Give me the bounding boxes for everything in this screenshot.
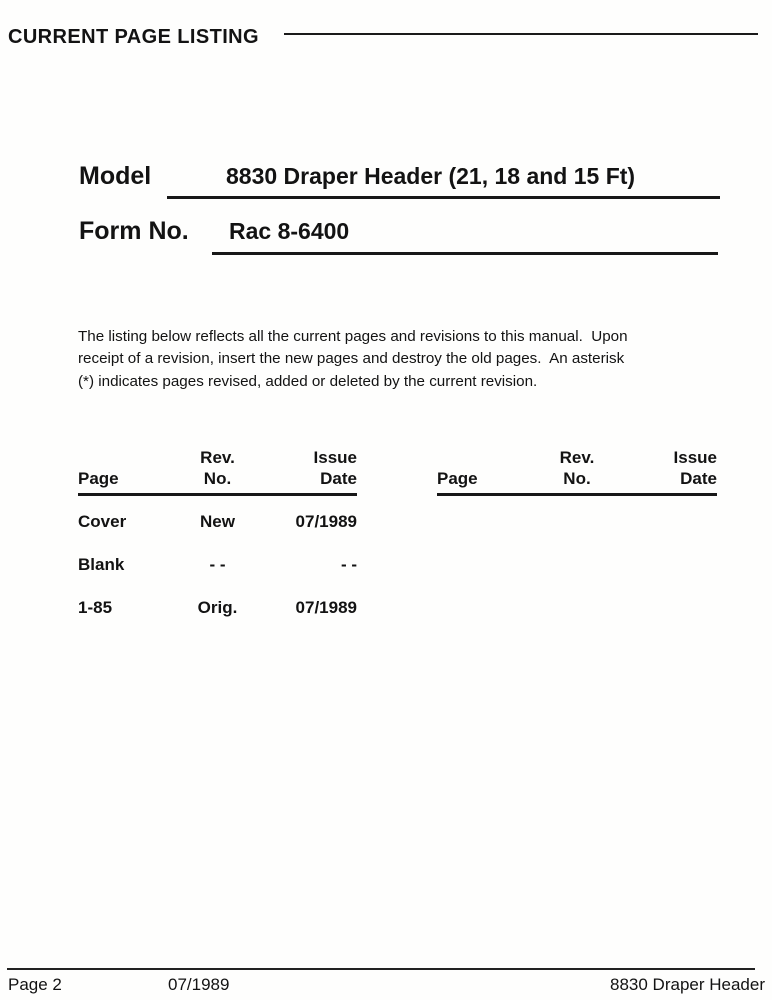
intro-line-3: (*) indicates pages revised, added or deleted by the current revision. <box>78 372 538 390</box>
footer-rule <box>7 968 755 970</box>
form-number-underline <box>212 252 718 255</box>
cell-page: 1-85 <box>78 597 113 617</box>
cell-issue-date: - - <box>340 554 357 574</box>
cell-page: Blank <box>78 554 125 574</box>
cell-rev-no: New <box>200 511 235 531</box>
table-row <box>78 556 357 574</box>
col-header-issue-date: Date <box>320 469 357 488</box>
footer-date: 07/1989 <box>168 975 230 994</box>
col-header-issue-date: Date <box>680 469 717 488</box>
cell-page: Cover <box>78 511 127 531</box>
table-header-rule <box>78 493 357 496</box>
form-number-value: Rac 8-6400 <box>229 218 350 244</box>
intro-line-1: The listing below reflects all the current pages and revisions to this manual. Upon <box>78 328 628 345</box>
page-title: CURRENT PAGE LISTING <box>8 26 259 48</box>
col-header-rev-no: No. <box>203 469 232 488</box>
model-label: Model <box>79 162 152 190</box>
table-row <box>78 513 357 531</box>
intro-paragraph <box>78 326 628 393</box>
table-header <box>78 447 357 489</box>
cell-rev-no: Orig. <box>197 597 238 617</box>
col-header-issue: Issue <box>313 448 357 467</box>
page-listing-table-right <box>437 447 717 496</box>
model-value: 8830 Draper Header (21, 18 and 15 Ft) <box>226 163 636 189</box>
model-underline <box>167 196 720 199</box>
intro-line-2: receipt of a revision, insert the new pages and destroy the old pages. An asterisk <box>78 350 625 368</box>
col-header-page: Page <box>437 469 478 488</box>
cell-issue-date: 07/1989 <box>295 511 357 531</box>
col-header-rev: Rev. <box>200 448 235 467</box>
footer-page-number: Page 2 <box>8 975 62 994</box>
footer-document-title: 8830 Draper Header <box>610 975 765 994</box>
col-header-rev-no: No. <box>563 469 591 488</box>
col-header-issue: Issue <box>673 448 717 467</box>
table-header <box>437 447 717 489</box>
form-number-label: Form No. <box>79 217 189 245</box>
table-row <box>78 599 357 617</box>
page-listing-table-left <box>78 447 357 617</box>
cell-rev-no: - - <box>209 554 226 574</box>
title-rule <box>284 33 758 35</box>
col-header-page: Page <box>78 469 119 488</box>
table-header-rule <box>437 493 717 496</box>
col-header-rev: Rev. <box>559 448 595 467</box>
cell-issue-date: 07/1989 <box>295 597 357 617</box>
